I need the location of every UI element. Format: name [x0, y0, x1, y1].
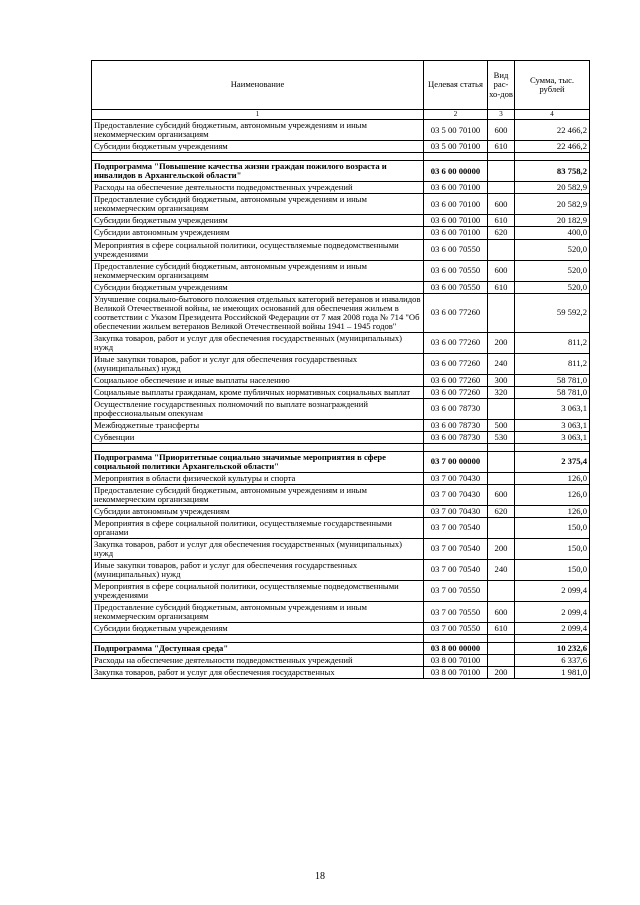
cell-vid: 610 — [488, 141, 515, 153]
spacer-cell — [488, 153, 515, 161]
cell-vid: 200 — [488, 667, 515, 679]
cell-code: 03 7 00 70430 — [424, 484, 488, 505]
cell-vid: 240 — [488, 353, 515, 374]
cell-vid: 200 — [488, 332, 515, 353]
header-num-3: 3 — [488, 110, 515, 120]
cell-name: Расходы на обеспечение деятельности подведомственных учреждений — [92, 655, 424, 667]
cell-sum: 520,0 — [515, 260, 590, 281]
cell-name: Расходы на обеспечение деятельности подведомственных учреждений — [92, 182, 424, 194]
table-spacer-row — [92, 635, 590, 643]
table-row — [92, 332, 590, 353]
cell-code: 03 6 00 70550 — [424, 260, 488, 281]
cell-name: Иные закупки товаров, работ и услуг для обеспечения государственных (муниципальных) нужд — [92, 353, 424, 374]
spacer-cell — [92, 635, 424, 643]
cell-vid — [488, 580, 515, 601]
spacer-cell — [515, 153, 590, 161]
cell-vid: 600 — [488, 120, 515, 141]
cell-name: Закупка товаров, работ и услуг для обеспечения государственных (муниципальных) нужд — [92, 538, 424, 559]
cell-sum: 22 466,2 — [515, 141, 590, 153]
cell-name: Улучшение социально-бытового положения отдельных категорий ветеранов и инвалидов Великой Отечественной войны, не имеющих оснований для обеспечения жильем в соответствии с Указом Президента Российской Федерации от 7 мая 2008 года № 714 "Об обеспечении жильем ветеранов Великой Отечественной войны 1941 – 1945 годов" — [92, 293, 424, 332]
cell-code: 03 7 00 70550 — [424, 623, 488, 635]
cell-name: Закупка товаров, работ и услуг для обеспечения государственных — [92, 667, 424, 679]
cell-sum: 2 099,4 — [515, 623, 590, 635]
cell-sum: 400,0 — [515, 227, 590, 239]
table-row — [92, 260, 590, 281]
cell-code: 03 6 00 00000 — [424, 161, 488, 182]
table-row — [92, 517, 590, 538]
cell-name: Субсидии автономным учреждениям — [92, 227, 424, 239]
cell-vid: 600 — [488, 602, 515, 623]
cell-code: 03 6 00 77260 — [424, 332, 488, 353]
header-sum: Сумма, тыс. рублей — [515, 61, 590, 110]
cell-name: Субсидии бюджетным учреждениям — [92, 623, 424, 635]
budget-table — [91, 60, 590, 679]
cell-name: Субсидии бюджетным учреждениям — [92, 281, 424, 293]
cell-vid — [488, 182, 515, 194]
table-row — [92, 484, 590, 505]
table-row — [92, 239, 590, 260]
subprogram-row — [92, 643, 590, 655]
header-num-1: 1 — [92, 110, 424, 120]
cell-name: Предоставление субсидий бюджетным, автономным учреждениям и иным некоммерческим организациям — [92, 260, 424, 281]
cell-name: Предоставление субсидий бюджетным, автономным учреждениям и иным некоммерческим организациям — [92, 194, 424, 215]
cell-vid: 610 — [488, 281, 515, 293]
cell-name: Закупка товаров, работ и услуг для обеспечения государственных (муниципальных) нужд — [92, 332, 424, 353]
cell-name: Подпрограмма "Приоритетные социально значимые мероприятия в сфере социальной политики Архангельской области" — [92, 451, 424, 472]
spacer-cell — [92, 443, 424, 451]
cell-vid: 610 — [488, 623, 515, 635]
table-row — [92, 431, 590, 443]
cell-sum: 2 099,4 — [515, 602, 590, 623]
cell-name: Межбюджетные трансферты — [92, 419, 424, 431]
spacer-cell — [424, 153, 488, 161]
table-row — [92, 141, 590, 153]
header-num-4: 4 — [515, 110, 590, 120]
cell-vid: 320 — [488, 386, 515, 398]
cell-code: 03 8 00 70100 — [424, 667, 488, 679]
table-row — [92, 419, 590, 431]
cell-sum: 126,0 — [515, 505, 590, 517]
cell-vid: 200 — [488, 538, 515, 559]
spacer-cell — [515, 635, 590, 643]
header-code: Целевая статья — [424, 61, 488, 110]
cell-vid: 620 — [488, 505, 515, 517]
cell-code: 03 6 00 70100 — [424, 227, 488, 239]
cell-code: 03 5 00 70100 — [424, 141, 488, 153]
cell-vid: 610 — [488, 215, 515, 227]
cell-sum: 1 981,0 — [515, 667, 590, 679]
cell-sum: 20 182,9 — [515, 215, 590, 227]
cell-vid: 620 — [488, 227, 515, 239]
table-spacer-row — [92, 443, 590, 451]
cell-sum: 6 337,6 — [515, 655, 590, 667]
cell-sum: 811,2 — [515, 332, 590, 353]
table-row — [92, 602, 590, 623]
cell-name: Мероприятия в сфере социальной политики, осуществляемые подведомственными учреждениями — [92, 580, 424, 601]
table-row — [92, 580, 590, 601]
cell-code: 03 7 00 70430 — [424, 505, 488, 517]
cell-name: Осуществление государственных полномочий по выплате вознаграждений профессиональным опекунам — [92, 398, 424, 419]
cell-code: 03 6 00 70100 — [424, 215, 488, 227]
cell-code: 03 7 00 70540 — [424, 559, 488, 580]
cell-name: Социальные выплаты гражданам, кроме публичных нормативных социальных выплат — [92, 386, 424, 398]
spacer-cell — [515, 443, 590, 451]
table-row — [92, 194, 590, 215]
cell-code: 03 6 00 70100 — [424, 194, 488, 215]
cell-sum: 126,0 — [515, 472, 590, 484]
cell-sum: 150,0 — [515, 517, 590, 538]
cell-name: Предоставление субсидий бюджетным, автономным учреждениям и иным некоммерческим организациям — [92, 602, 424, 623]
cell-sum: 3 063,1 — [515, 431, 590, 443]
cell-code: 03 7 00 00000 — [424, 451, 488, 472]
cell-code: 03 6 00 77260 — [424, 293, 488, 332]
table-row — [92, 559, 590, 580]
cell-name: Предоставление субсидий бюджетным, автономным учреждениям и иным некоммерческим организациям — [92, 484, 424, 505]
cell-code: 03 7 00 70540 — [424, 538, 488, 559]
header-vid: Вид рас-хо-дов — [488, 61, 515, 110]
cell-code: 03 7 00 70430 — [424, 472, 488, 484]
cell-code: 03 6 00 78730 — [424, 419, 488, 431]
table-row — [92, 386, 590, 398]
cell-code: 03 8 00 00000 — [424, 643, 488, 655]
cell-vid — [488, 293, 515, 332]
cell-code: 03 6 00 70550 — [424, 281, 488, 293]
table-row — [92, 655, 590, 667]
cell-sum: 811,2 — [515, 353, 590, 374]
cell-code: 03 6 00 78730 — [424, 431, 488, 443]
table-row — [92, 293, 590, 332]
cell-vid — [488, 451, 515, 472]
cell-code: 03 6 00 78730 — [424, 398, 488, 419]
table-row — [92, 472, 590, 484]
table-row — [92, 281, 590, 293]
cell-vid: 600 — [488, 484, 515, 505]
cell-sum: 58 781,0 — [515, 386, 590, 398]
subprogram-row — [92, 161, 590, 182]
cell-vid — [488, 517, 515, 538]
cell-code: 03 6 00 77260 — [424, 374, 488, 386]
cell-vid: 530 — [488, 431, 515, 443]
cell-name: Социальное обеспечение и иные выплаты населению — [92, 374, 424, 386]
spacer-cell — [488, 443, 515, 451]
cell-code: 03 6 00 77260 — [424, 353, 488, 374]
cell-sum: 58 781,0 — [515, 374, 590, 386]
cell-sum: 520,0 — [515, 281, 590, 293]
table-row — [92, 120, 590, 141]
cell-sum: 10 232,6 — [515, 643, 590, 655]
cell-sum: 520,0 — [515, 239, 590, 260]
cell-name: Подпрограмма "Повышение качества жизни граждан пожилого возраста и инвалидов в Архангельской области" — [92, 161, 424, 182]
cell-vid: 300 — [488, 374, 515, 386]
spacer-cell — [92, 153, 424, 161]
cell-code: 03 7 00 70540 — [424, 517, 488, 538]
cell-vid — [488, 161, 515, 182]
table-row — [92, 182, 590, 194]
table-row — [92, 353, 590, 374]
cell-vid — [488, 655, 515, 667]
cell-sum: 20 582,9 — [515, 182, 590, 194]
cell-code: 03 5 00 70100 — [424, 120, 488, 141]
table-row — [92, 227, 590, 239]
cell-code: 03 8 00 70100 — [424, 655, 488, 667]
cell-vid: 500 — [488, 419, 515, 431]
cell-vid — [488, 398, 515, 419]
cell-vid — [488, 472, 515, 484]
cell-vid: 240 — [488, 559, 515, 580]
cell-code: 03 7 00 70550 — [424, 602, 488, 623]
cell-name: Подпрограмма "Доступная среда" — [92, 643, 424, 655]
cell-sum: 150,0 — [515, 538, 590, 559]
table-row — [92, 374, 590, 386]
cell-sum: 59 592,2 — [515, 293, 590, 332]
table-body — [92, 120, 590, 679]
cell-name: Субсидии бюджетным учреждениям — [92, 215, 424, 227]
cell-name: Субсидии бюджетным учреждениям — [92, 141, 424, 153]
cell-name: Субвенции — [92, 431, 424, 443]
cell-code: 03 7 00 70550 — [424, 580, 488, 601]
cell-sum: 2 375,4 — [515, 451, 590, 472]
cell-vid — [488, 239, 515, 260]
table-row — [92, 215, 590, 227]
spacer-cell — [424, 635, 488, 643]
cell-name: Предоставление субсидий бюджетным, автономным учреждениям и иным некоммерческим организациям — [92, 120, 424, 141]
cell-vid: 600 — [488, 260, 515, 281]
cell-sum: 126,0 — [515, 484, 590, 505]
cell-sum: 83 758,2 — [515, 161, 590, 182]
cell-sum: 2 099,4 — [515, 580, 590, 601]
cell-name: Мероприятия в сфере социальной политики, осуществляемые подведомственными учреждениями — [92, 239, 424, 260]
table-row — [92, 538, 590, 559]
page-number: 18 — [315, 871, 325, 882]
cell-sum: 3 063,1 — [515, 419, 590, 431]
table-spacer-row — [92, 153, 590, 161]
cell-name: Мероприятия в области физической культуры и спорта — [92, 472, 424, 484]
table-row — [92, 667, 590, 679]
cell-vid: 600 — [488, 194, 515, 215]
spacer-cell — [488, 635, 515, 643]
cell-code: 03 6 00 70550 — [424, 239, 488, 260]
cell-name: Мероприятия в сфере социальной политики, осуществляемые государственными органами — [92, 517, 424, 538]
table-header — [92, 61, 590, 120]
spacer-cell — [424, 443, 488, 451]
table-row — [92, 623, 590, 635]
cell-name: Иные закупки товаров, работ и услуг для обеспечения государственных (муниципальных) нужд — [92, 559, 424, 580]
header-name: Наименование — [92, 61, 424, 110]
cell-sum: 150,0 — [515, 559, 590, 580]
cell-code: 03 6 00 70100 — [424, 182, 488, 194]
cell-vid — [488, 643, 515, 655]
cell-code: 03 6 00 77260 — [424, 386, 488, 398]
cell-name: Субсидии автономным учреждениям — [92, 505, 424, 517]
table-row — [92, 505, 590, 517]
cell-sum: 22 466,2 — [515, 120, 590, 141]
cell-sum: 3 063,1 — [515, 398, 590, 419]
cell-sum: 20 582,9 — [515, 194, 590, 215]
subprogram-row — [92, 451, 590, 472]
table-row — [92, 398, 590, 419]
header-num-2: 2 — [424, 110, 488, 120]
